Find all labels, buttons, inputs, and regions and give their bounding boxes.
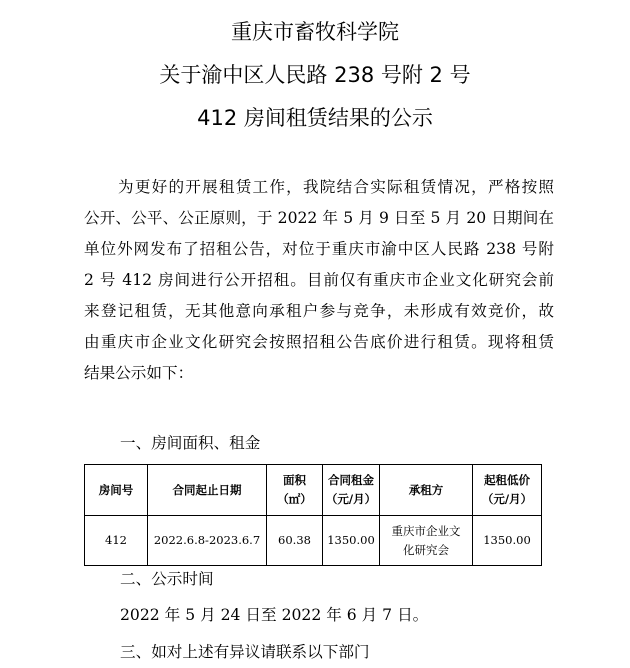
cell-base-price: 1350.00 bbox=[473, 516, 542, 566]
cell-lessee-line2: 化研究会 bbox=[403, 542, 449, 557]
cell-lessee bbox=[380, 516, 473, 566]
title-line-2: 关于渝中区人民路 238 号附 2 号 bbox=[159, 63, 471, 87]
cell-period: 2022.6.8-2023.6.7 bbox=[148, 516, 267, 566]
table-row bbox=[85, 516, 542, 566]
header-rent-line1: 合同租金 bbox=[328, 473, 374, 487]
header-base-price bbox=[473, 465, 542, 516]
cell-rent: 1350.00 bbox=[323, 516, 380, 566]
intro-paragraph bbox=[84, 172, 554, 389]
header-lessee: 承租方 bbox=[380, 465, 473, 516]
header-base-line1: 起租低价 bbox=[484, 473, 530, 487]
header-period: 合同起止日期 bbox=[148, 465, 267, 516]
header-base-line2: （元/月） bbox=[481, 492, 533, 506]
intro-line-4: 2 号 412 房间进行公开招租。目前仅有重庆市企业文化研究会前 bbox=[84, 271, 554, 289]
section-3-heading: 三、如对上述有异议请联系以下部门 bbox=[120, 643, 370, 661]
title-line-1: 重庆市畜牧科学院 bbox=[231, 20, 399, 44]
intro-line-3: 单位外网发布了招租公告，对位于重庆市渝中区人民路 238 号附 bbox=[84, 240, 554, 258]
header-area-line1: 面积 bbox=[283, 473, 306, 487]
cell-lessee-line1: 重庆市企业文 bbox=[391, 523, 461, 538]
section-1-heading: 一、房间面积、租金 bbox=[120, 434, 261, 452]
notice-period-text: 2022 年 5 月 24 日至 2022 年 6 月 7 日。 bbox=[120, 606, 429, 624]
cell-area: 60.38 bbox=[267, 516, 323, 566]
header-area bbox=[267, 465, 323, 516]
intro-line-7: 结果公示如下： bbox=[84, 364, 194, 382]
intro-line-5: 来登记租赁，无其他意向承租户参与竞争，未形成有效竞价，故 bbox=[84, 302, 554, 320]
table-header-row bbox=[85, 465, 542, 516]
intro-line-1: 为更好的开展租赁工作，我院结合实际租赁情况，严格按照 bbox=[118, 178, 554, 196]
title-line-3: 412 房间租赁结果的公示 bbox=[197, 106, 433, 130]
header-area-line2: （㎡） bbox=[277, 492, 312, 506]
intro-line-2: 公开、公平、公正原则，于 2022 年 5 月 9 日至 5 月 20 日期间在 bbox=[84, 209, 554, 227]
header-rent bbox=[323, 465, 380, 516]
intro-line-6: 由重庆市企业文化研究会按照招租公告底价进行租赁。现将租赁 bbox=[84, 333, 554, 351]
rent-table bbox=[84, 464, 542, 566]
header-rent-line2: （元/月） bbox=[325, 492, 377, 506]
section-2-heading: 二、公示时间 bbox=[120, 570, 214, 588]
cell-room-no: 412 bbox=[85, 516, 148, 566]
header-room-no: 房间号 bbox=[85, 465, 148, 516]
